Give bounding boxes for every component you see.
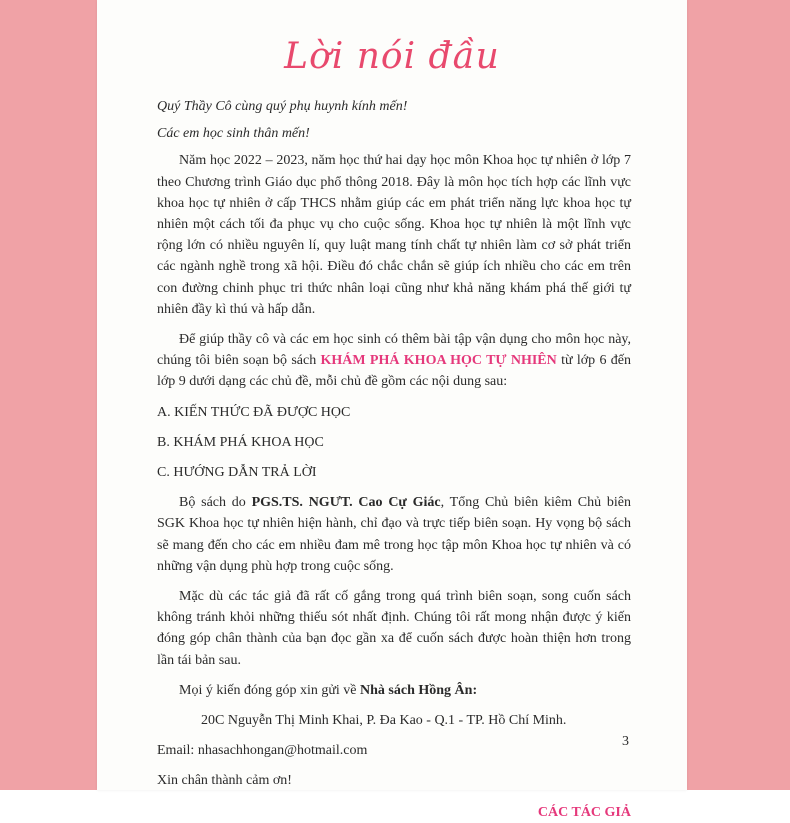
- contact-intro: [157, 680, 631, 701]
- thanks-text: Xin chân thành cảm ơn!: [157, 773, 292, 789]
- paragraph-editor: [157, 492, 631, 577]
- paragraph-intro: Năm học 2022 – 2023, năm học thứ hai dạy học môn Khoa học tự nhiên ở lớp 7 theo Chương trình Giáo dục phổ thông 2018. Đây là môn học tích hợp các lĩnh vực khoa học tự nhiên ở cấp THCS nhằm giúp các em phát triển năng lực khoa học tự nhiên một cách tối đa phục vụ cho cuộc sống. Khoa học tự nhiên là một lĩnh vực rộng lớn có nhiều nguyên lí, quy luật mang tính chất tự nhiên làm cơ sở phát triển các ngành nghề trong xã hội. Điều đó chắc chắn sẽ giúp ích nhiều cho các em trên con đường chinh phục tri thức nhân loại cũng như khả năng khám phá thế giới tự nhiên đầy kì thú và hấp dẫn.: [157, 153, 631, 317]
- list-item-b: B. KHÁM PHÁ KHOA HỌC: [157, 434, 324, 450]
- page-number: 3: [622, 734, 629, 749]
- series-text-after: từ lớp 6 đến lớp 9 dưới dạng các chủ đề, mỗi chủ đề gồm các nội dung sau:: [157, 353, 631, 390]
- signature: CÁC TÁC GIẢ: [537, 804, 631, 820]
- contact-address: 20C Nguyễn Thị Minh Khai, P. Đa Kao - Q.1 - TP. Hồ Chí Minh.: [201, 713, 567, 729]
- editor-text-after: , Tổng Chủ biên kiêm Chủ biên SGK Khoa học tự nhiên hiện hành, chỉ đạo và trực tiếp biên soạn. Hy vọng bộ sách sẽ mang đến cho các em nhiều đam mê trong học tập môn Khoa học tự nhiên và có những vận dụng phù hợp trong cuộc sống.: [157, 495, 631, 574]
- contact-email: Email: nhasachhongan@hotmail.com: [157, 743, 368, 759]
- list-item-a: A. KIẾN THỨC ĐÃ ĐƯỢC HỌC: [157, 404, 351, 420]
- page-title: Lời nói đầu: [284, 36, 500, 77]
- paragraph-feedback: Mặc dù các tác giả đã rất cố gắng trong quá trình biên soạn, song cuốn sách không tránh khỏi những thiếu sót nhất định. Chúng tôi rất mong nhận được ý kiến đóng góp chân thành của bạn đọc gần xa để cuốn sách được hoàn thiện hơn trong lần tái bản sau.: [157, 589, 631, 668]
- editor-text-before: Bộ sách do: [179, 495, 252, 511]
- paragraph-series: [157, 329, 631, 393]
- contact-intro-text: Mọi ý kiến đóng góp xin gửi về: [179, 682, 361, 698]
- series-title: KHÁM PHÁ KHOA HỌC TỰ NHIÊN: [320, 353, 557, 369]
- book-page: [97, 0, 687, 820]
- series-text-before: Để giúp thầy cô và các em học sinh có thêm bài tập vận dụng cho môn học này, chúng tôi biên soạn bộ sách: [157, 332, 631, 369]
- salutation-students: Các em học sinh thân mến!: [157, 126, 310, 142]
- list-item-c: C. HƯỚNG DẪN TRẢ LỜI: [157, 465, 317, 481]
- page-content: [157, 96, 631, 823]
- publisher-name: Nhà sách Hồng Ân:: [360, 682, 478, 698]
- editor-name: PGS.TS. NGƯT. Cao Cự Giác: [251, 495, 441, 511]
- salutation-parents: Quý Thầy Cô cùng quý phụ huynh kính mến!: [157, 99, 408, 114]
